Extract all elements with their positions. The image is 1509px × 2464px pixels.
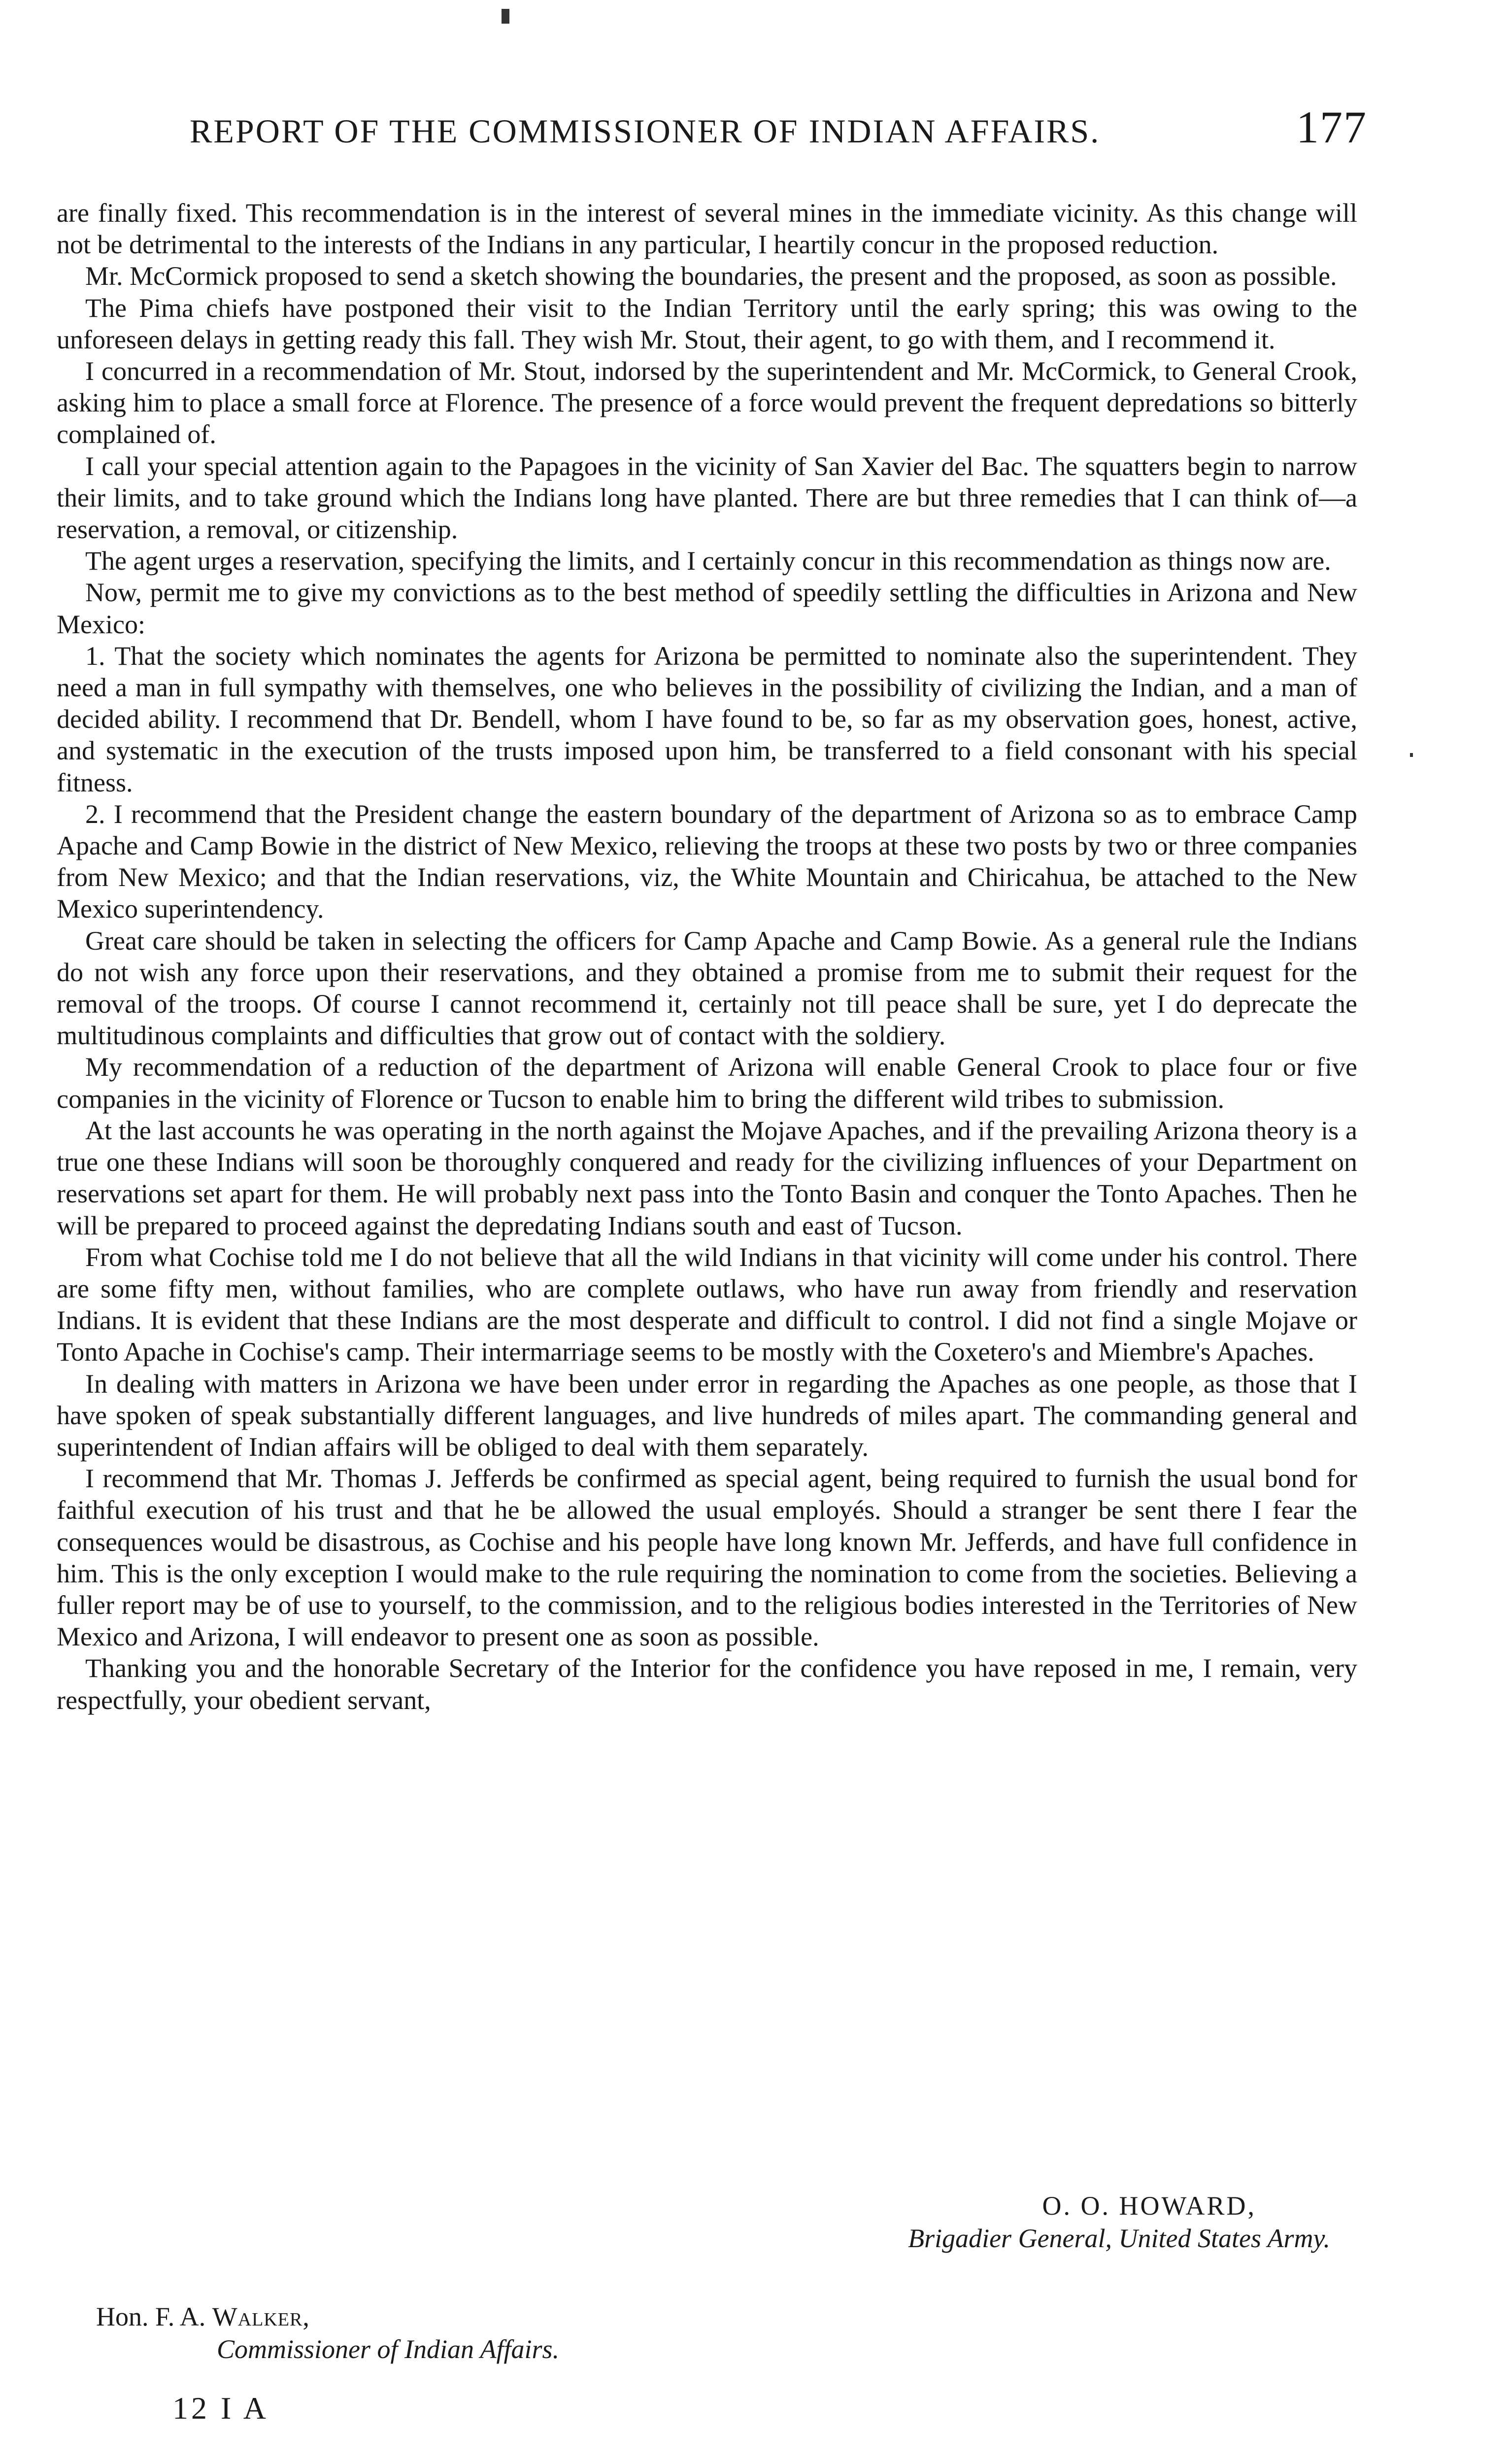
addressee-surname: Walker, bbox=[212, 2302, 310, 2331]
paragraph: At the last accounts he was operating in the north against the Mojave Apaches, and if the prevailing Arizona theory is a true one these Indians will soon be thoroughly conquered and ready for the civilizing influences of your Department on reservations set apart for them. He will probably next pass into the Tonto Basin and conquer the Tonto Apaches. Then he will be prepared to proceed against the depredating Indians south and east of Tucson. bbox=[57, 1115, 1357, 1240]
paragraph: In dealing with matters in Arizona we have been under error in regarding the Apaches as one people, as those that I have spoken of speak substantially different languages, and live hundreds of miles apart. The commanding general and superintendent of Indian affairs will be obliged to deal with them separately. bbox=[57, 1369, 1357, 1462]
body-text bbox=[57, 197, 1357, 1716]
paragraph: Thanking you and the honorable Secretary of the Interior for the confidence you have reposed in me, I remain, very respectfully, your obedient servant, bbox=[57, 1653, 1357, 1715]
address-block bbox=[96, 2301, 559, 2364]
running-head: REPORT OF THE COMMISSIONER OF INDIAN AFFAIRS. bbox=[190, 112, 1101, 150]
paragraph: 1. That the society which nominates the agents for Arizona be permitted to nominate also the superintendent. They need a man in full sympathy with themselves, one who believes in the possibility of civilizing the Indian, and a man of decided ability. I recommend that Dr. Bendell, whom I have found to be, so far as my observation goes, honest, active, and systematic in the execution of the trusts imposed upon him, be transferred to a field consonant with his special fitness. bbox=[57, 641, 1357, 797]
signatory-name: O. O. HOWARD, bbox=[1042, 2191, 1256, 2221]
paragraph: I recommend that Mr. Thomas J. Jefferds be confirmed as special agent, being required to furnish the usual bond for faithful execution of his trust and that he be allowed the usual employés. Should a stranger be sent there I fear the consequences would be disastrous, as Cochise and his people have long known Mr. Jefferds, and have full confidence in him. This is the only exception I would make to the rule requiring the nomination to come from the societies. Believing a fuller report may be of use to yourself, to the commission, and to the religious bodies interested in the Territories of New Mexico and Arizona, I will endeavor to present one as soon as possible. bbox=[57, 1464, 1357, 1652]
signature-block bbox=[690, 2190, 1330, 2254]
addressee-prefix: Hon. F. A. bbox=[96, 2302, 206, 2331]
paragraph: The Pima chiefs have postponed their visit to the Indian Territory until the early spring; this was owing to the unforeseen delays in getting ready this fall. They wish Mr. Stout, their agent, to go with them, and I recommend it. bbox=[57, 293, 1357, 354]
ink-speck bbox=[1410, 753, 1413, 757]
paragraph: My recommendation of a reduction of the department of Arizona will enable General Crook to place four or five companies in the vicinity of Florence or Tucson to enable him to bring the different wild tribes to submission. bbox=[57, 1052, 1357, 1114]
paragraph: 2. I recommend that the President change the eastern boundary of the department of Arizona so as to embrace Camp Apache and Camp Bowie in the district of New Mexico, relieving the troops at these two posts by two or three companies from New Mexico; and that the Indian reservations, viz, the White Mountain and Chiricahua, be attached to the New Mexico superintendency. bbox=[57, 799, 1357, 924]
paragraph: I concurred in a recommendation of Mr. Stout, indorsed by the superintendent and Mr. McCormick, to General Crook, asking him to place a small force at Florence. The presence of a force would prevent the frequent depredations so bitterly complained of. bbox=[57, 356, 1357, 449]
signatory-title: Brigadier General, United States Army. bbox=[908, 2224, 1330, 2253]
paragraph: From what Cochise told me I do not believe that all the wild Indians in that vicinity will come under his control. There are some fifty men, without families, who are complete outlaws, who have run away from friendly and reservation Indians. It is evident that these Indians are the most desperate and difficult to control. I did not find a single Mojave or Tonto Apache in Cochise's camp. Their intermarriage seems to be mostly with the Coxetero's and Miembre's Apaches. bbox=[57, 1242, 1357, 1367]
addressee-title: Commissioner of Indian Affairs. bbox=[217, 2334, 560, 2364]
addressee-name bbox=[96, 2301, 559, 2332]
ink-speck bbox=[502, 9, 509, 24]
paragraph: are finally fixed. This recommendation is in the interest of several mines in the immediate vicinity. As this change will not be detrimental to the interests of the Indians in any particular, I heartily concur in the proposed reduction. bbox=[57, 198, 1357, 260]
page-number: 177 bbox=[1296, 102, 1367, 152]
page-header bbox=[190, 101, 1367, 160]
paragraph: The agent urges a reservation, specifying the limits, and I certainly concur in this recommendation as things now are. bbox=[85, 546, 1331, 576]
paragraph: I call your special attention again to the Papagoes in the vicinity of San Xavier del Bac. The squatters begin to narrow their limits, and to take ground which the Indians long have planted. There are but three remedies that I can think of—a reservation, a removal, or citizenship. bbox=[57, 451, 1357, 545]
printer-signature-mark: 12 I A bbox=[172, 2391, 269, 2426]
paragraph: Mr. McCormick proposed to send a sketch showing the boundaries, the present and the proposed, as soon as possible. bbox=[85, 261, 1337, 291]
paragraph: Now, permit me to give my convictions as to the best method of speedily settling the difficulties in Arizona and New Mexico: bbox=[57, 578, 1357, 639]
paragraph: Great care should be taken in selecting the officers for Camp Apache and Camp Bowie. As a general rule the Indians do not wish any force upon their reservations, and they obtained a promise from me to submit their request for the removal of the troops. Of course I cannot recommend it, certainly not till peace shall be sure, yet I do deprecate the multitudinous complaints and difficulties that grow out of contact with the soldiery. bbox=[57, 925, 1357, 1051]
